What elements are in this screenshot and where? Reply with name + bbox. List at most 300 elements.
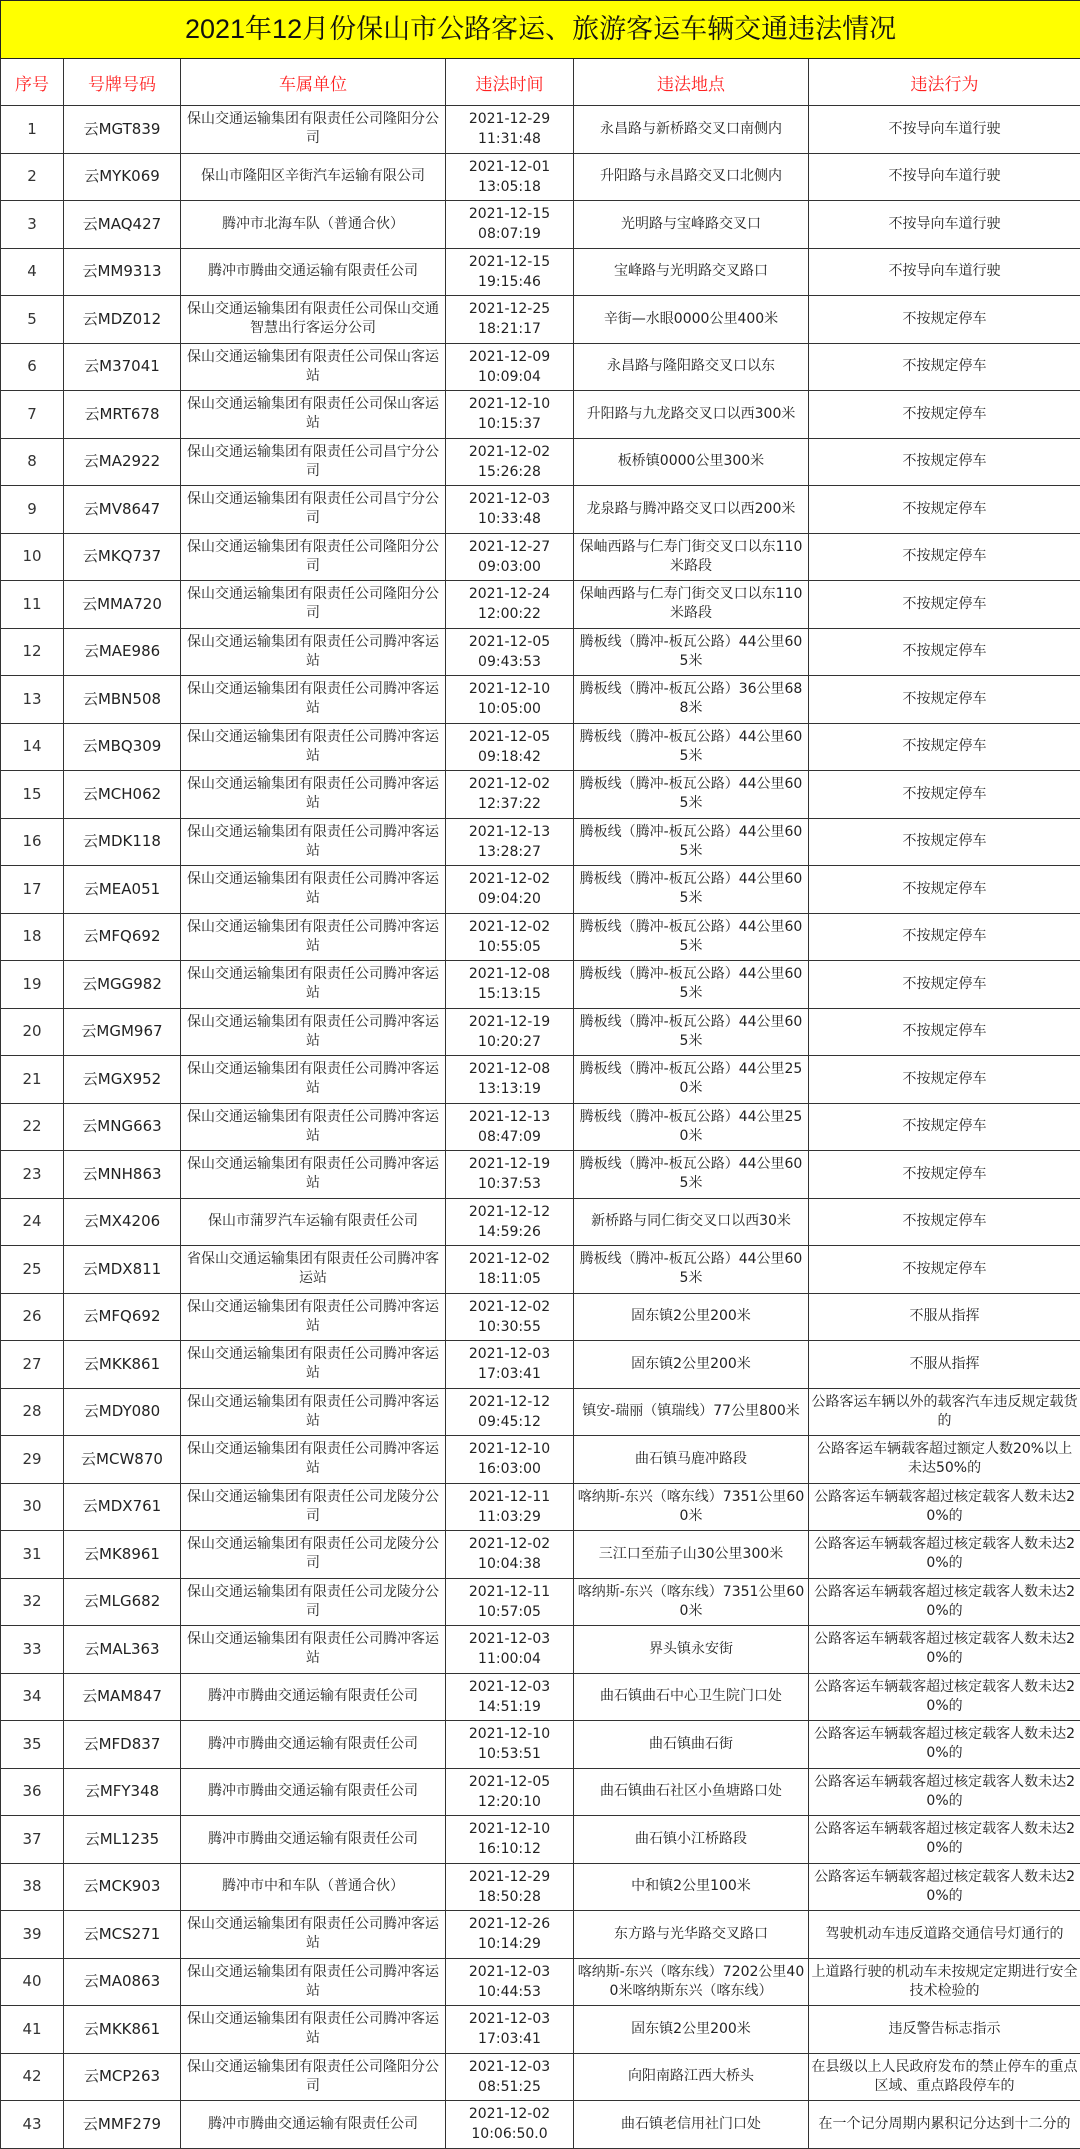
header-location: 违法地点: [574, 59, 809, 106]
cell-plate: 云MGT839: [64, 106, 181, 154]
cell-location: 曲石镇曲石社区小鱼塘路口处: [574, 1768, 809, 1816]
cell-behavior: 不按导向车道行驶: [809, 106, 1080, 154]
cell-clock: 16:03:00: [478, 1461, 541, 1477]
cell-behavior: 不按规定停车: [809, 1198, 1080, 1246]
cell-behavior: 公路客运车辆载客超过核定载客人数未达20%的: [809, 1863, 1080, 1911]
cell-time: [446, 1863, 574, 1911]
cell-clock: 16:10:12: [478, 1841, 541, 1857]
cell-index: 16: [1, 818, 64, 866]
cell-time: [446, 201, 574, 249]
table-row: [1, 676, 1080, 724]
table-row: [1, 913, 1080, 961]
cell-unit: 保山交通运输集团有限责任公司腾冲客运站: [181, 1388, 446, 1436]
table-row: [1, 2053, 1080, 2101]
cell-clock: 10:30:55: [478, 1319, 541, 1335]
cell-plate: 云MYK069: [64, 153, 181, 201]
cell-time: [446, 1531, 574, 1579]
cell-clock: 10:15:37: [478, 416, 541, 432]
cell-clock: 17:03:41: [478, 2031, 541, 2047]
cell-behavior: 违反警告标志指示: [809, 2006, 1080, 2054]
cell-behavior: 不按规定停车: [809, 533, 1080, 581]
cell-time: [446, 296, 574, 344]
table-row: [1, 866, 1080, 914]
table-row: [1, 1341, 1080, 1389]
cell-unit: 保山交通运输集团有限责任公司保山交通智慧出行客运分公司: [181, 296, 446, 344]
cell-unit: 保山交通运输集团有限责任公司腾冲客运站: [181, 1626, 446, 1674]
cell-time: [446, 1483, 574, 1531]
table-row: [1, 201, 1080, 249]
cell-behavior: 不按规定停车: [809, 771, 1080, 819]
cell-unit: 省保山交通运输集团有限责任公司腾冲客运站: [181, 1246, 446, 1294]
cell-location: 曲石镇老信用社门口处: [574, 2101, 809, 2149]
cell-plate: 云MKQ737: [64, 533, 181, 581]
cell-plate: 云ML1235: [64, 1816, 181, 1864]
cell-unit: 腾冲市腾曲交通运输有限责任公司: [181, 2101, 446, 2149]
table-row: [1, 1768, 1080, 1816]
cell-index: 32: [1, 1578, 64, 1626]
cell-index: 36: [1, 1768, 64, 1816]
cell-time: [446, 2006, 574, 2054]
cell-clock: 09:04:20: [478, 891, 541, 907]
cell-date: 2021-12-05: [469, 1774, 550, 1790]
cell-clock: 18:50:28: [478, 1889, 541, 1905]
cell-unit: 保山交通运输集团有限责任公司保山客运站: [181, 343, 446, 391]
cell-index: 24: [1, 1198, 64, 1246]
cell-clock: 10:09:04: [478, 369, 541, 385]
cell-time: [446, 771, 574, 819]
cell-clock: 18:11:05: [478, 1271, 541, 1287]
cell-time: [446, 248, 574, 296]
cell-clock: 12:00:22: [478, 606, 541, 622]
cell-index: 43: [1, 2101, 64, 2149]
cell-index: 6: [1, 343, 64, 391]
cell-plate: 云MA0863: [64, 1958, 181, 2006]
cell-location: 光明路与宝峰路交叉口: [574, 201, 809, 249]
cell-clock: 11:03:29: [478, 1509, 541, 1525]
cell-location: 永昌路与隆阳路交叉口以东: [574, 343, 809, 391]
cell-time: [446, 1056, 574, 1104]
cell-time: [446, 533, 574, 581]
cell-unit: 腾冲市北海车队（普通合伙）: [181, 201, 446, 249]
cell-behavior: 不按导向车道行驶: [809, 248, 1080, 296]
cell-index: 4: [1, 248, 64, 296]
table-row: [1, 1388, 1080, 1436]
table-row: [1, 818, 1080, 866]
cell-time: [446, 1721, 574, 1769]
cell-plate: 云MDX811: [64, 1246, 181, 1294]
cell-location: 喀纳斯-东兴（喀东线）7351公里600米: [574, 1483, 809, 1531]
cell-unit: 保山交通运输集团有限责任公司腾冲客运站: [181, 1151, 446, 1199]
cell-clock: 10:14:29: [478, 1936, 541, 1952]
cell-location: 新桥路与同仁街交叉口以西30米: [574, 1198, 809, 1246]
table-row: [1, 1246, 1080, 1294]
cell-plate: 云MFQ692: [64, 1293, 181, 1341]
cell-index: 3: [1, 201, 64, 249]
cell-plate: 云MRT678: [64, 391, 181, 439]
header-unit: 车属单位: [181, 59, 446, 106]
cell-time: [446, 1436, 574, 1484]
cell-date: 2021-12-15: [469, 254, 550, 270]
cell-plate: 云MFY348: [64, 1768, 181, 1816]
cell-date: 2021-12-29: [469, 111, 550, 127]
cell-clock: 10:20:27: [478, 1034, 541, 1050]
cell-index: 33: [1, 1626, 64, 1674]
table-row: [1, 106, 1080, 154]
cell-unit: 保山交通运输集团有限责任公司腾冲客运站: [181, 1008, 446, 1056]
table-row: [1, 296, 1080, 344]
cell-date: 2021-12-11: [469, 1489, 550, 1505]
cell-behavior: 不按规定停车: [809, 723, 1080, 771]
cell-behavior: 不服从指挥: [809, 1293, 1080, 1341]
cell-date: 2021-12-12: [469, 1394, 550, 1410]
cell-unit: 保山交通运输集团有限责任公司腾冲客运站: [181, 1958, 446, 2006]
cell-date: 2021-12-19: [469, 1014, 550, 1030]
cell-date: 2021-12-13: [469, 1109, 550, 1125]
cell-index: 37: [1, 1816, 64, 1864]
cell-behavior: 不按规定停车: [809, 866, 1080, 914]
cell-plate: 云MX4206: [64, 1198, 181, 1246]
cell-date: 2021-12-03: [469, 2059, 550, 2075]
cell-date: 2021-12-02: [469, 919, 550, 935]
cell-clock: 08:51:25: [478, 2079, 541, 2095]
cell-unit: 保山交通运输集团有限责任公司隆阳分公司: [181, 2053, 446, 2101]
cell-unit: 保山交通运输集团有限责任公司腾冲客运站: [181, 818, 446, 866]
cell-plate: 云MAM847: [64, 1673, 181, 1721]
table-row: [1, 1578, 1080, 1626]
cell-unit: 保山交通运输集团有限责任公司腾冲客运站: [181, 961, 446, 1009]
cell-index: 25: [1, 1246, 64, 1294]
cell-unit: 保山交通运输集团有限责任公司隆阳分公司: [181, 106, 446, 154]
cell-behavior: 不按规定停车: [809, 913, 1080, 961]
cell-behavior: 公路客运车辆载客超过核定载客人数未达20%的: [809, 1626, 1080, 1674]
cell-behavior: 驾驶机动车违反道路交通信号灯通行的: [809, 1911, 1080, 1959]
cell-behavior: 不按规定停车: [809, 343, 1080, 391]
table-row: [1, 391, 1080, 439]
cell-plate: 云M37041: [64, 343, 181, 391]
cell-time: [446, 2053, 574, 2101]
cell-unit: 保山交通运输集团有限责任公司腾冲客运站: [181, 866, 446, 914]
cell-behavior: 不按导向车道行驶: [809, 201, 1080, 249]
cell-behavior: 公路客运车辆载客超过核定载客人数未达20%的: [809, 1768, 1080, 1816]
cell-plate: 云MFD837: [64, 1721, 181, 1769]
cell-location: 腾板线（腾冲-板瓦公路）44公里250米: [574, 1056, 809, 1104]
cell-plate: 云MKK861: [64, 1341, 181, 1389]
cell-time: [446, 818, 574, 866]
cell-location: 板桥镇0000公里300米: [574, 438, 809, 486]
cell-location: 腾板线（腾冲-板瓦公路）44公里605米: [574, 771, 809, 819]
cell-clock: 10:06:50.0: [471, 2126, 547, 2142]
table-row: [1, 1483, 1080, 1531]
cell-plate: 云MNH863: [64, 1151, 181, 1199]
cell-location: 腾板线（腾冲-板瓦公路）44公里605米: [574, 1246, 809, 1294]
cell-clock: 15:13:15: [478, 986, 541, 1002]
cell-plate: 云MGM967: [64, 1008, 181, 1056]
cell-behavior: 在县级以上人民政府发布的禁止停车的重点区域、重点路段停车的: [809, 2053, 1080, 2101]
table-row: [1, 533, 1080, 581]
cell-location: 腾板线（腾冲-板瓦公路）44公里605米: [574, 818, 809, 866]
cell-clock: 09:45:12: [478, 1414, 541, 1430]
cell-unit: 腾冲市腾曲交通运输有限责任公司: [181, 1721, 446, 1769]
cell-date: 2021-12-24: [469, 586, 550, 602]
cell-location: 固东镇2公里200米: [574, 1341, 809, 1389]
cell-unit: 保山交通运输集团有限责任公司龙陵分公司: [181, 1483, 446, 1531]
cell-behavior: 公路客运车辆载客超过核定载客人数未达20%的: [809, 1483, 1080, 1531]
cell-unit: 保山交通运输集团有限责任公司龙陵分公司: [181, 1531, 446, 1579]
cell-behavior: 公路客运车辆载客超过核定载客人数未达20%的: [809, 1673, 1080, 1721]
table-row: [1, 1721, 1080, 1769]
cell-index: 41: [1, 2006, 64, 2054]
cell-location: 腾板线（腾冲-板瓦公路）44公里605米: [574, 1008, 809, 1056]
cell-unit: 保山交通运输集团有限责任公司腾冲客运站: [181, 1911, 446, 1959]
table-row: [1, 438, 1080, 486]
cell-behavior: 公路客运车辆以外的载客汽车违反规定载货的: [809, 1388, 1080, 1436]
cell-clock: 09:03:00: [478, 559, 541, 575]
cell-date: 2021-12-03: [469, 1679, 550, 1695]
page-title: 2021年12月份保山市公路客运、旅游客运车辆交通违法情况: [1, 1, 1080, 59]
cell-unit: 保山交通运输集团有限责任公司昌宁分公司: [181, 438, 446, 486]
cell-unit: 保山市蒲罗汽车运输有限责任公司: [181, 1198, 446, 1246]
cell-date: 2021-12-02: [469, 2106, 550, 2122]
cell-clock: 14:51:19: [478, 1699, 541, 1715]
cell-date: 2021-12-03: [469, 491, 550, 507]
table-row: [1, 1056, 1080, 1104]
table-row: [1, 1863, 1080, 1911]
cell-location: 升阳路与九龙路交叉口以西300米: [574, 391, 809, 439]
cell-location: 曲石镇曲石街: [574, 1721, 809, 1769]
cell-plate: 云MV8647: [64, 486, 181, 534]
cell-index: 8: [1, 438, 64, 486]
cell-date: 2021-12-03: [469, 1346, 550, 1362]
cell-time: [446, 1198, 574, 1246]
table-row: [1, 248, 1080, 296]
cell-location: 升阳路与永昌路交叉口北侧内: [574, 153, 809, 201]
cell-location: 腾板线（腾冲-板瓦公路）44公里605米: [574, 723, 809, 771]
cell-clock: 10:44:53: [478, 1984, 541, 2000]
cell-time: [446, 1768, 574, 1816]
cell-date: 2021-12-11: [469, 1584, 550, 1600]
cell-unit: 保山市隆阳区辛街汽车运输有限公司: [181, 153, 446, 201]
cell-time: [446, 106, 574, 154]
cell-index: 34: [1, 1673, 64, 1721]
table-row: [1, 2101, 1080, 2149]
cell-behavior: 不按规定停车: [809, 1103, 1080, 1151]
cell-date: 2021-12-05: [469, 729, 550, 745]
cell-behavior: 公路客运车辆载客超过核定载客人数未达20%的: [809, 1721, 1080, 1769]
cell-time: [446, 1293, 574, 1341]
cell-location: 腾板线（腾冲-板瓦公路）44公里605米: [574, 866, 809, 914]
cell-clock: 09:43:53: [478, 654, 541, 670]
cell-index: 19: [1, 961, 64, 1009]
cell-clock: 12:20:10: [478, 1794, 541, 1810]
table-row: [1, 2006, 1080, 2054]
cell-index: 15: [1, 771, 64, 819]
cell-date: 2021-12-02: [469, 871, 550, 887]
cell-index: 20: [1, 1008, 64, 1056]
table-body: [1, 106, 1080, 2149]
cell-date: 2021-12-08: [469, 1061, 550, 1077]
cell-date: 2021-12-25: [469, 301, 550, 317]
cell-date: 2021-12-08: [469, 966, 550, 982]
cell-index: 21: [1, 1056, 64, 1104]
header-row: [1, 59, 1080, 106]
cell-date: 2021-12-10: [469, 681, 550, 697]
cell-plate: 云MFQ692: [64, 913, 181, 961]
cell-time: [446, 581, 574, 629]
cell-location: 向阳南路江西大桥头: [574, 2053, 809, 2101]
cell-behavior: 不按规定停车: [809, 628, 1080, 676]
table-row: [1, 581, 1080, 629]
table-row: [1, 1673, 1080, 1721]
cell-time: [446, 438, 574, 486]
cell-clock: 12:37:22: [478, 796, 541, 812]
cell-time: [446, 1626, 574, 1674]
cell-clock: 14:59:26: [478, 1224, 541, 1240]
cell-unit: 保山交通运输集团有限责任公司腾冲客运站: [181, 771, 446, 819]
cell-time: [446, 1008, 574, 1056]
cell-time: [446, 913, 574, 961]
cell-location: 中和镇2公里100米: [574, 1863, 809, 1911]
cell-date: 2021-12-26: [469, 1916, 550, 1932]
table-row: [1, 1958, 1080, 2006]
cell-location: 保岫西路与仁寿门街交叉口以东110米路段: [574, 533, 809, 581]
cell-behavior: 不按规定停车: [809, 676, 1080, 724]
cell-clock: 11:00:04: [478, 1651, 541, 1667]
cell-behavior: 不按导向车道行驶: [809, 153, 1080, 201]
cell-unit: 腾冲市腾曲交通运输有限责任公司: [181, 1768, 446, 1816]
cell-behavior: 在一个记分周期内累积记分达到十二分的: [809, 2101, 1080, 2149]
cell-plate: 云MMF279: [64, 2101, 181, 2149]
cell-behavior: 公路客运车辆载客超过核定载客人数未达20%的: [809, 1578, 1080, 1626]
cell-date: 2021-12-03: [469, 1964, 550, 1980]
cell-clock: 13:28:27: [478, 844, 541, 860]
cell-location: 腾板线（腾冲-板瓦公路）44公里605米: [574, 913, 809, 961]
cell-plate: 云MBQ309: [64, 723, 181, 771]
cell-plate: 云MDZ012: [64, 296, 181, 344]
cell-clock: 08:07:19: [478, 226, 541, 242]
cell-date: 2021-12-15: [469, 206, 550, 222]
cell-plate: 云MLG682: [64, 1578, 181, 1626]
cell-index: 14: [1, 723, 64, 771]
cell-unit: 腾冲市腾曲交通运输有限责任公司: [181, 248, 446, 296]
cell-plate: 云MGG982: [64, 961, 181, 1009]
cell-index: 38: [1, 1863, 64, 1911]
cell-location: 界头镇永安街: [574, 1626, 809, 1674]
cell-clock: 10:37:53: [478, 1176, 541, 1192]
cell-behavior: 不按规定停车: [809, 1008, 1080, 1056]
cell-unit: 保山交通运输集团有限责任公司腾冲客运站: [181, 676, 446, 724]
cell-clock: 11:31:48: [478, 131, 541, 147]
cell-date: 2021-12-27: [469, 539, 550, 555]
cell-clock: 10:33:48: [478, 511, 541, 527]
cell-behavior: 公路客运车辆载客超过核定载客人数未达20%的: [809, 1816, 1080, 1864]
cell-index: 26: [1, 1293, 64, 1341]
cell-index: 10: [1, 533, 64, 581]
cell-behavior: 不按规定停车: [809, 818, 1080, 866]
cell-clock: 10:53:51: [478, 1746, 541, 1762]
table-row: [1, 1151, 1080, 1199]
cell-date: 2021-12-05: [469, 634, 550, 650]
cell-index: 27: [1, 1341, 64, 1389]
cell-location: 固东镇2公里200米: [574, 2006, 809, 2054]
cell-unit: 保山交通运输集团有限责任公司腾冲客运站: [181, 1293, 446, 1341]
cell-plate: 云MCW870: [64, 1436, 181, 1484]
cell-behavior: 不按规定停车: [809, 391, 1080, 439]
cell-date: 2021-12-09: [469, 349, 550, 365]
cell-date: 2021-12-02: [469, 776, 550, 792]
cell-location: 镇安-瑞丽（镇瑞线）77公里800米: [574, 1388, 809, 1436]
cell-location: 腾板线（腾冲-板瓦公路）44公里605米: [574, 628, 809, 676]
cell-index: 11: [1, 581, 64, 629]
cell-clock: 10:05:00: [478, 701, 541, 717]
cell-unit: 保山交通运输集团有限责任公司保山客运站: [181, 391, 446, 439]
cell-unit: 保山交通运输集团有限责任公司隆阳分公司: [181, 533, 446, 581]
cell-location: 辛街—水眼0000公里400米: [574, 296, 809, 344]
cell-clock: 18:21:17: [478, 321, 541, 337]
table-row: [1, 1198, 1080, 1246]
cell-index: 39: [1, 1911, 64, 1959]
cell-location: 腾板线（腾冲-板瓦公路）36公里688米: [574, 676, 809, 724]
cell-index: 29: [1, 1436, 64, 1484]
cell-index: 18: [1, 913, 64, 961]
cell-plate: 云MGX952: [64, 1056, 181, 1104]
cell-index: 28: [1, 1388, 64, 1436]
cell-location: 曲石镇小江桥路段: [574, 1816, 809, 1864]
cell-time: [446, 153, 574, 201]
cell-plate: 云MK8961: [64, 1531, 181, 1579]
cell-date: 2021-12-10: [469, 396, 550, 412]
cell-clock: 19:15:46: [478, 274, 541, 290]
cell-location: 喀纳斯-东兴（喀东线）7351公里600米: [574, 1578, 809, 1626]
cell-unit: 腾冲市腾曲交通运输有限责任公司: [181, 1673, 446, 1721]
cell-unit: 保山交通运输集团有限责任公司腾冲客运站: [181, 1341, 446, 1389]
cell-unit: 保山交通运输集团有限责任公司腾冲客运站: [181, 1056, 446, 1104]
cell-date: 2021-12-10: [469, 1441, 550, 1457]
cell-time: [446, 1103, 574, 1151]
cell-time: [446, 676, 574, 724]
cell-index: 9: [1, 486, 64, 534]
cell-location: 腾板线（腾冲-板瓦公路）44公里605米: [574, 961, 809, 1009]
table-row: [1, 1816, 1080, 1864]
cell-date: 2021-12-13: [469, 824, 550, 840]
cell-time: [446, 486, 574, 534]
table-row: [1, 1293, 1080, 1341]
table-row: [1, 1008, 1080, 1056]
cell-time: [446, 2101, 574, 2149]
cell-date: 2021-12-02: [469, 1251, 550, 1267]
cell-location: 保岫西路与仁寿门街交叉口以东110米路段: [574, 581, 809, 629]
cell-plate: 云MDX761: [64, 1483, 181, 1531]
cell-unit: 保山交通运输集团有限责任公司腾冲客运站: [181, 723, 446, 771]
cell-unit: 保山交通运输集团有限责任公司腾冲客运站: [181, 1103, 446, 1151]
cell-time: [446, 1911, 574, 1959]
cell-index: 40: [1, 1958, 64, 2006]
cell-date: 2021-12-10: [469, 1726, 550, 1742]
table-row: [1, 771, 1080, 819]
cell-clock: 09:18:42: [478, 749, 541, 765]
cell-location: 宝峰路与光明路交叉路口: [574, 248, 809, 296]
cell-date: 2021-12-02: [469, 1299, 550, 1315]
cell-date: 2021-12-29: [469, 1869, 550, 1885]
cell-plate: 云MNG663: [64, 1103, 181, 1151]
cell-date: 2021-12-02: [469, 444, 550, 460]
cell-location: 喀纳斯-东兴（喀东线）7202公里400米喀纳斯东兴（喀东线）: [574, 1958, 809, 2006]
cell-time: [446, 723, 574, 771]
cell-index: 42: [1, 2053, 64, 2101]
cell-time: [446, 866, 574, 914]
table-row: [1, 628, 1080, 676]
cell-time: [446, 391, 574, 439]
cell-unit: 保山交通运输集团有限责任公司腾冲客运站: [181, 2006, 446, 2054]
